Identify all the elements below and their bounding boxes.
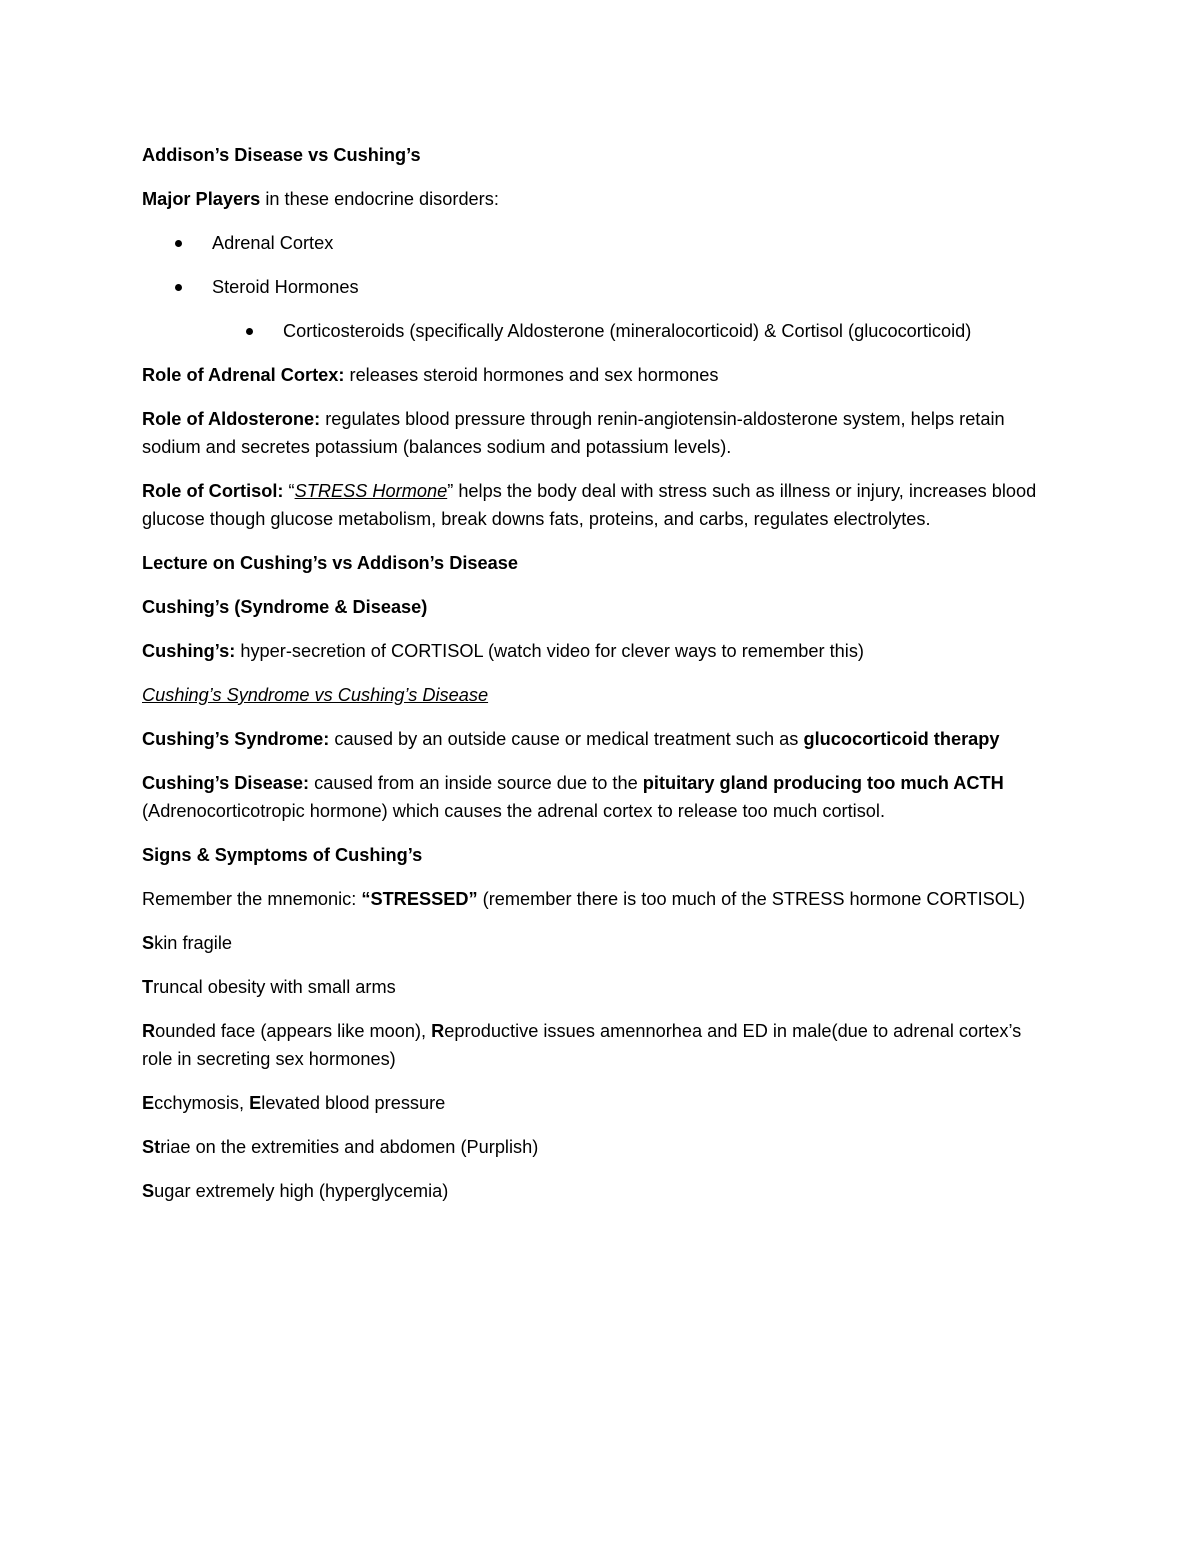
- bullet-icon: [246, 328, 253, 335]
- lecture-heading: [142, 549, 1055, 577]
- cushings-definition-text: hyper-secretion of CORTISOL (watch video for clever ways to remember this): [235, 641, 864, 661]
- major-players-paragraph: [142, 185, 1055, 213]
- mnemonic-paragraph: [142, 885, 1055, 913]
- mnemonic-letter: R: [142, 1021, 156, 1041]
- list-item-label: Steroid Hormones: [212, 277, 359, 297]
- mnemonic-text-2: (remember there is too much of the STRESS hormone CORTISOL): [477, 889, 1026, 909]
- mnemonic-line-st: [142, 1133, 1055, 1161]
- role-adrenal-label: Role of Adrenal Cortex:: [142, 365, 345, 385]
- signs-heading-text: Signs & Symptoms of Cushing’s: [142, 845, 423, 865]
- mnemonic-letter: S: [142, 933, 155, 953]
- cushings-definition-label: Cushing’s:: [142, 641, 236, 661]
- major-players-list: [142, 229, 1055, 345]
- mnemonic-line-text: riae on the extremities and abdomen (Purplish): [160, 1137, 539, 1157]
- mnemonic-line-text: kin fragile: [154, 933, 232, 953]
- mnemonic-line-text: ugar extremely high (hyperglycemia): [154, 1181, 449, 1201]
- list-item-steroid-hormones: [142, 273, 1055, 301]
- cushings-disease-text-2: (Adrenocorticotropic hormone) which causes the adrenal cortex to release too much cortisol.: [142, 801, 886, 821]
- bullet-icon: [175, 284, 182, 291]
- mnemonic-letter: E: [142, 1093, 155, 1113]
- list-item-adrenal-cortex: [142, 229, 1055, 257]
- cushings-disease-text-1: caused from an inside source due to the: [309, 773, 643, 793]
- role-cortisol-paragraph: [142, 477, 1055, 533]
- mnemonic-letter: S: [142, 1181, 155, 1201]
- syndrome-vs-disease-subheading: [142, 681, 1055, 709]
- role-cortisol-text: ” helps the body deal with stress such as illness or injury, increases blood glucose though glucose metabolism, break downs fats, proteins, and carbs, regulates electrolytes.: [142, 481, 1037, 529]
- mnemonic-line-r: [142, 1017, 1055, 1073]
- mnemonic-letter: T: [142, 977, 154, 997]
- cushings-disease-label: Cushing’s Disease:: [142, 773, 310, 793]
- mnemonic-line-text: ounded face (appears like moon),: [155, 1021, 432, 1041]
- mnemonic-line-e: [142, 1089, 1055, 1117]
- major-players-text: in these endocrine disorders:: [260, 189, 499, 209]
- cushings-heading-text: Cushing’s (Syndrome & Disease): [142, 597, 428, 617]
- mnemonic-bold: “STRESSED”: [361, 889, 478, 909]
- syndrome-vs-disease-text: Cushing’s Syndrome vs Cushing’s Disease: [142, 685, 489, 705]
- role-cortisol-quote-open: “: [283, 481, 295, 501]
- lecture-heading-text: Lecture on Cushing’s vs Addison’s Disease: [142, 553, 518, 573]
- cushings-disease-paragraph: [142, 769, 1055, 825]
- list-item-corticosteroids: [142, 317, 1055, 345]
- cushings-syndrome-label: Cushing’s Syndrome:: [142, 729, 330, 749]
- list-item-label: Adrenal Cortex: [212, 233, 334, 253]
- mnemonic-line-text: cchymosis,: [154, 1093, 250, 1113]
- mnemonic-line-text: levated blood pressure: [261, 1093, 446, 1113]
- list-item-label: Corticosteroids (specifically Aldosterone (mineralocorticoid) & Cortisol (glucocorticoid): [283, 321, 972, 341]
- document-title: [142, 141, 1055, 169]
- role-adrenal-paragraph: [142, 361, 1055, 389]
- cushings-heading: [142, 593, 1055, 621]
- major-players-label: Major Players: [142, 189, 261, 209]
- stress-hormone-emphasis: STRESS Hormone: [294, 481, 448, 501]
- cushings-syndrome-bold-end: glucocorticoid therapy: [803, 729, 1000, 749]
- cushings-disease-bold: pituitary gland producing too much ACTH: [642, 773, 1004, 793]
- bullet-icon: [175, 240, 182, 247]
- mnemonic-line-text: eproductive issues amennorhea and ED in male(due to adrenal cortex’s role in secreting sex hormones): [142, 1021, 1022, 1069]
- cushings-definition-paragraph: [142, 637, 1055, 665]
- mnemonic-text-1: Remember the mnemonic:: [142, 889, 362, 909]
- mnemonic-line-s: [142, 929, 1055, 957]
- mnemonic-letter: E: [249, 1093, 262, 1113]
- mnemonic-line-t: [142, 973, 1055, 1001]
- role-cortisol-label: Role of Cortisol:: [142, 481, 284, 501]
- mnemonic-line-text: runcal obesity with small arms: [153, 977, 396, 997]
- mnemonic-line-su: [142, 1177, 1055, 1205]
- signs-heading: [142, 841, 1055, 869]
- mnemonic-letter: R: [431, 1021, 445, 1041]
- role-aldosterone-label: Role of Aldosterone:: [142, 409, 321, 429]
- role-adrenal-text: releases steroid hormones and sex hormones: [344, 365, 719, 385]
- cushings-syndrome-text: caused by an outside cause or medical treatment such as: [329, 729, 804, 749]
- cushings-syndrome-paragraph: [142, 725, 1055, 753]
- title-text: Addison’s Disease vs Cushing’s: [142, 145, 421, 165]
- mnemonic-letter: St: [142, 1137, 161, 1157]
- role-aldosterone-text: regulates blood pressure through renin-angiotensin-aldosterone system, helps retain sodium and secretes potassium (balances sodium and potassium levels).: [142, 409, 1005, 457]
- role-aldosterone-paragraph: [142, 405, 1055, 461]
